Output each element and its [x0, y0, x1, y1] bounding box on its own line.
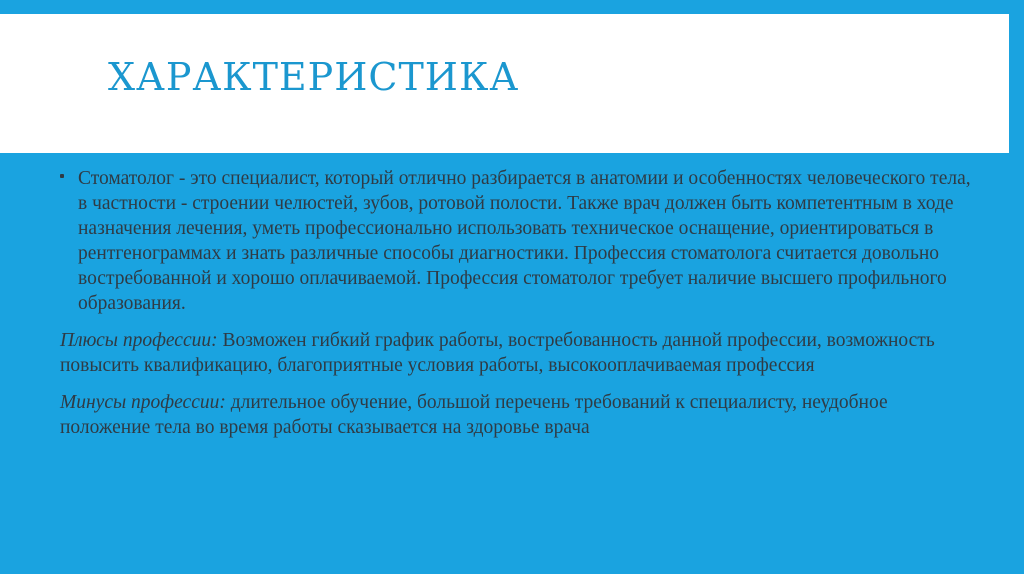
slide-content — [60, 166, 980, 440]
bullet-text: Стоматолог - это специалист, который отлично разбирается в анатомии и особенностях человеческого тела, в частности - строении челюстей, зубов, ротовой полости. Также врач должен быть компетентным в ходе назначения лечения, уметь профессионально использовать техническое оснащение, ориентироваться в рентгенограммах и знать различные способы диагностики. Профессия стоматолога считается довольно востребованной и хорошо оплачиваемой. Профессия стоматолог требует наличие высшего профильного образования. — [78, 168, 971, 314]
cons-paragraph — [60, 390, 980, 440]
bullet-paragraph — [60, 166, 980, 316]
pros-text: Возможен гибкий график работы, востребованность данной профессии, возможность повысить квалификацию, благоприятные условия работы, высокооплачиваемая профессия — [60, 330, 935, 376]
bullet-icon — [60, 174, 64, 178]
cons-label: Минусы профессии: — [60, 392, 226, 413]
cons-text: длительное обучение, большой перечень требований к специалисту, неудобное положение тела во время работы сказывается на здоровье врача — [60, 392, 888, 438]
pros-label: Плюсы профессии: — [60, 330, 218, 351]
slide-title: ХАРАКТЕРИСТИКА — [108, 55, 520, 99]
pros-paragraph — [60, 328, 980, 378]
